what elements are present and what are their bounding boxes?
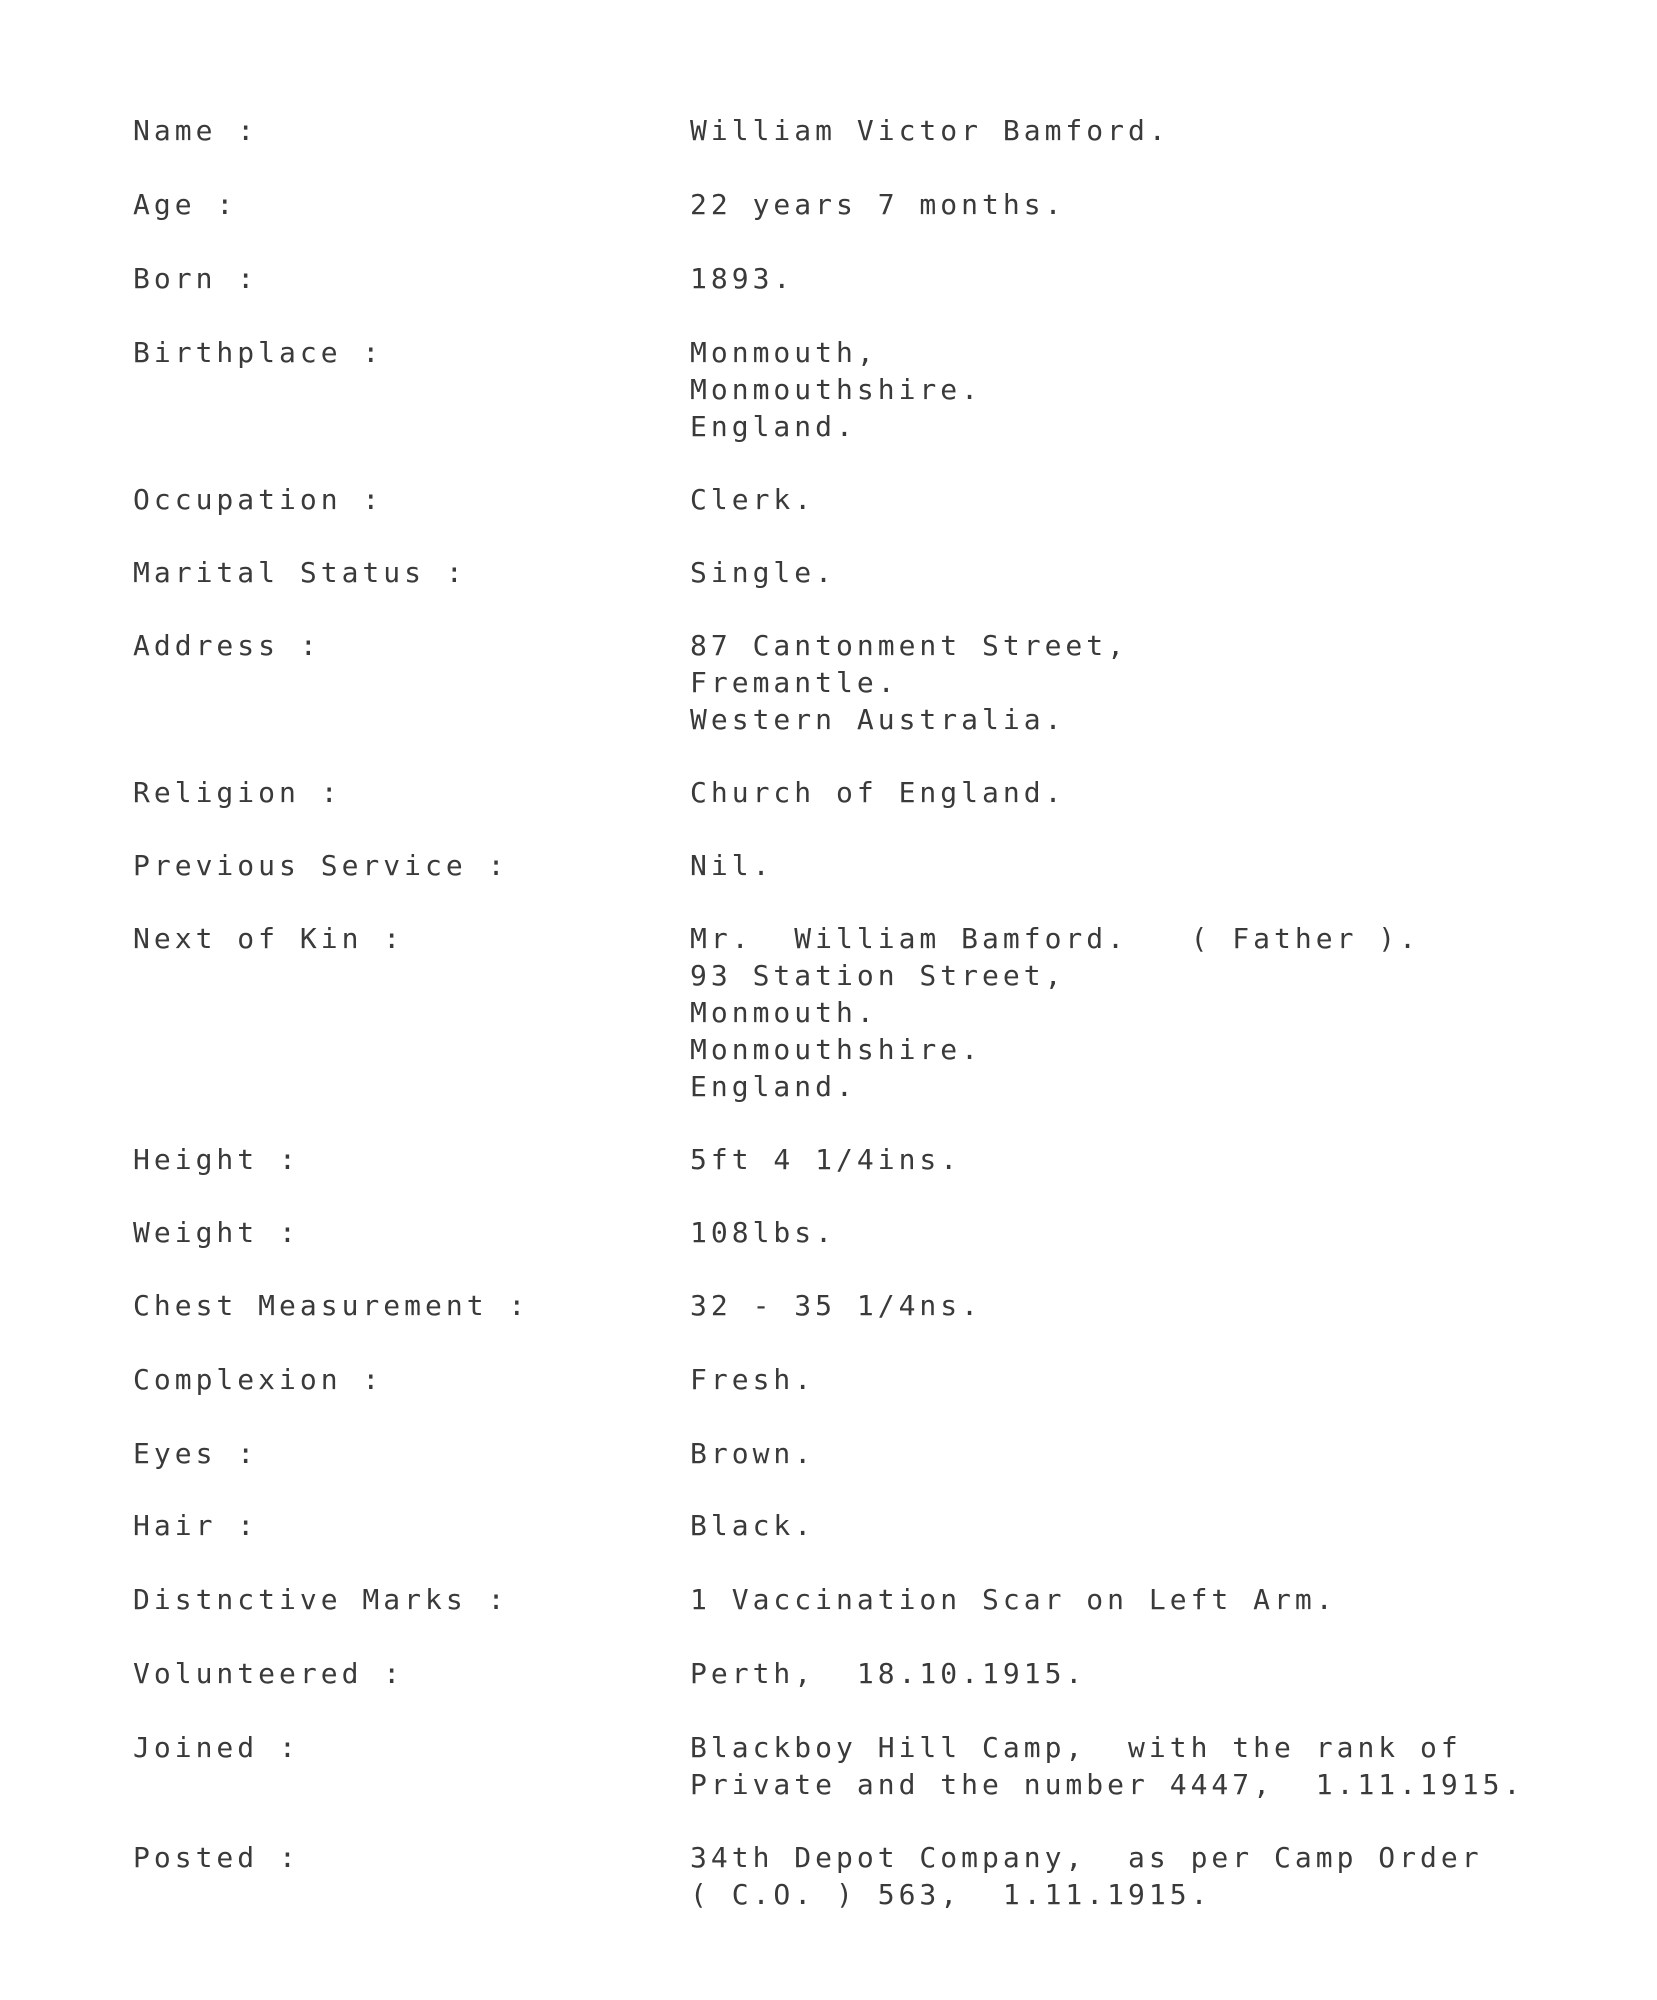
field-label: Distnctive Marks : [133, 1583, 509, 1616]
value-line: England. [690, 410, 857, 443]
field-label: Complexion : [133, 1363, 384, 1396]
field-value [690, 920, 1420, 1105]
field-label: Marital Status : [133, 556, 467, 589]
field-value [690, 1287, 982, 1324]
field-label: Previous Service : [133, 849, 509, 882]
field-label: Chest Measurement : [133, 1289, 530, 1322]
field-value [690, 112, 1170, 149]
field-label: Joined : [133, 1731, 300, 1764]
field-label: Eyes : [133, 1437, 259, 1470]
value-line: Brown. [690, 1437, 816, 1470]
field-value [690, 1581, 1337, 1618]
field-label: Volunteered : [133, 1657, 405, 1690]
value-line: Private and the number 4447, 1.11.1915. [690, 1768, 1525, 1801]
value-line: Nil. [690, 849, 774, 882]
field-value [690, 1435, 815, 1472]
field-label: Address : [133, 629, 321, 662]
field-value [690, 1361, 815, 1398]
field-value [690, 1507, 815, 1544]
value-line: Monmouthshire. [690, 1033, 983, 1066]
value-line: 1893. [690, 262, 795, 295]
field-label: Birthplace : [133, 336, 384, 369]
value-line: 108lbs. [690, 1216, 837, 1249]
value-line: Church of England. [690, 776, 1066, 809]
field-value [690, 774, 1065, 811]
field-label: Next of Kin : [133, 922, 405, 955]
field-value [690, 260, 794, 297]
field-label: Religion : [133, 776, 342, 809]
field-value [690, 847, 773, 884]
value-line: Monmouth. [690, 996, 878, 1029]
value-line: Black. [690, 1509, 816, 1542]
value-line: Monmouth, [690, 336, 878, 369]
value-line: England. [690, 1070, 857, 1103]
value-line: Blackboy Hill Camp, with the rank of [690, 1731, 1462, 1764]
field-label: Born : [133, 262, 259, 295]
value-line: 32 - 35 1/4ns. [690, 1289, 983, 1322]
field-value [690, 554, 836, 591]
field-label: Posted : [133, 1841, 300, 1874]
value-line: 22 years 7 months. [690, 188, 1066, 221]
value-line: Fremantle. [690, 666, 899, 699]
value-line: Clerk. [690, 483, 816, 516]
field-value [690, 1141, 961, 1178]
field-label: Occupation : [133, 483, 384, 516]
value-line: Monmouthshire. [690, 373, 983, 406]
value-line: 34th Depot Company, as per Camp Order [690, 1841, 1483, 1874]
field-value [690, 1729, 1524, 1803]
value-line: 1 Vaccination Scar on Left Arm. [690, 1583, 1337, 1616]
field-value [690, 1214, 836, 1251]
field-value [690, 1839, 1483, 1913]
value-line: 93 Station Street, [690, 959, 1066, 992]
value-line: 5ft 4 1/4ins. [690, 1143, 962, 1176]
field-value [690, 186, 1065, 223]
field-label: Height : [133, 1143, 300, 1176]
value-line: Fresh. [690, 1363, 816, 1396]
field-value [690, 1655, 1086, 1692]
field-value [690, 481, 815, 518]
value-line: 87 Cantonment Street, [690, 629, 1129, 662]
value-line: Mr. William Bamford. ( Father ). [690, 922, 1421, 955]
value-line: Single. [690, 556, 837, 589]
field-label: Weight : [133, 1216, 300, 1249]
value-line: Perth, 18.10.1915. [690, 1657, 1087, 1690]
value-line: ( C.O. ) 563, 1.11.1915. [690, 1878, 1212, 1911]
field-value [690, 627, 1128, 738]
field-label: Age : [133, 188, 238, 221]
value-line: William Victor Bamford. [690, 114, 1170, 147]
field-label: Name : [133, 114, 259, 147]
field-value [690, 334, 982, 445]
value-line: Western Australia. [690, 703, 1066, 736]
field-label: Hair : [133, 1509, 259, 1542]
